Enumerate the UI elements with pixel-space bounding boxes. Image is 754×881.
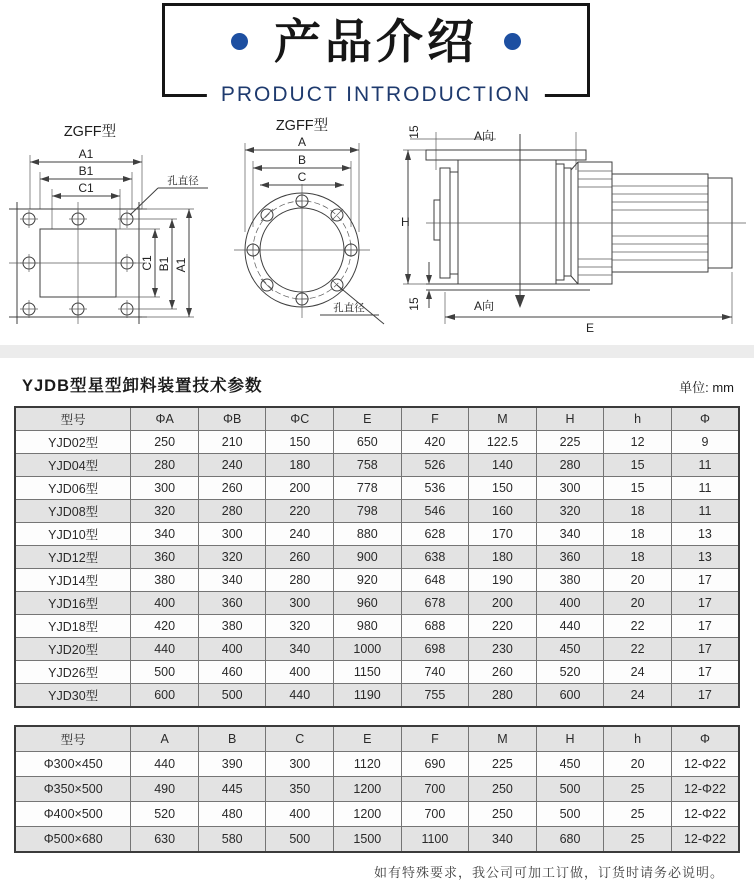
model-cell: YJD20型 <box>15 638 131 661</box>
column-header: A <box>131 726 199 752</box>
table-row <box>15 477 739 500</box>
value-cell: 900 <box>334 546 402 569</box>
table-row <box>15 752 739 777</box>
value-cell: 240 <box>266 523 334 546</box>
value-cell: 500 <box>198 684 266 708</box>
bullet-dot-icon <box>231 33 248 50</box>
table-row <box>15 454 739 477</box>
model-cell: YJD14型 <box>15 569 131 592</box>
model-cell: Φ500×680 <box>15 827 131 853</box>
value-cell: 225 <box>469 752 537 777</box>
value-cell: 420 <box>131 615 199 638</box>
value-cell: 250 <box>469 777 537 802</box>
value-cell: 24 <box>604 661 672 684</box>
value-cell: 250 <box>131 431 199 454</box>
value-cell: 740 <box>401 661 469 684</box>
value-cell: 25 <box>604 777 672 802</box>
value-cell: 440 <box>536 615 604 638</box>
value-cell: 190 <box>469 569 537 592</box>
value-cell: 526 <box>401 454 469 477</box>
column-header: h <box>604 726 672 752</box>
value-cell: 1120 <box>334 752 402 777</box>
value-cell: 260 <box>469 661 537 684</box>
value-cell: 240 <box>198 454 266 477</box>
table-row <box>15 592 739 615</box>
model-cell: YJD10型 <box>15 523 131 546</box>
value-cell: 440 <box>131 638 199 661</box>
value-cell: 460 <box>198 661 266 684</box>
value-cell: 180 <box>266 454 334 477</box>
column-header: Φ <box>671 726 739 752</box>
value-cell: 12-Φ22 <box>671 827 739 853</box>
section-title: YJDB型星型卸料装置技术参数 <box>22 377 263 395</box>
value-cell: 15 <box>604 477 672 500</box>
value-cell: 20 <box>604 569 672 592</box>
value-cell: 230 <box>469 638 537 661</box>
square-flange-drawing <box>2 112 216 345</box>
value-cell: 700 <box>401 802 469 827</box>
value-cell: 210 <box>198 431 266 454</box>
column-header: H <box>536 407 604 431</box>
footer-note: 如有特殊要求，我公司可加工订做，订货时请务必说明。 <box>373 865 724 880</box>
spec-section <box>0 358 754 881</box>
value-cell: 280 <box>131 454 199 477</box>
value-cell: 536 <box>401 477 469 500</box>
value-cell: 18 <box>604 523 672 546</box>
value-cell: 778 <box>334 477 402 500</box>
value-cell: 440 <box>131 752 199 777</box>
table-row <box>15 431 739 454</box>
value-cell: 1200 <box>334 777 402 802</box>
value-cell: 380 <box>198 615 266 638</box>
model-cell: YJD02型 <box>15 431 131 454</box>
value-cell: 220 <box>266 500 334 523</box>
value-cell: 480 <box>198 802 266 827</box>
model-cell: YJD30型 <box>15 684 131 708</box>
table-row <box>15 827 739 853</box>
value-cell: 880 <box>334 523 402 546</box>
section-divider <box>0 345 754 358</box>
table-row <box>15 523 739 546</box>
value-cell: 225 <box>536 431 604 454</box>
value-cell: 340 <box>266 638 334 661</box>
round-flange-drawing <box>216 112 398 345</box>
value-cell: 17 <box>671 684 739 708</box>
column-header: ΦB <box>198 407 266 431</box>
column-header: ΦC <box>266 407 334 431</box>
value-cell: 160 <box>469 500 537 523</box>
value-cell: 628 <box>401 523 469 546</box>
value-cell: 758 <box>334 454 402 477</box>
value-cell: 220 <box>469 615 537 638</box>
value-cell: 1190 <box>334 684 402 708</box>
value-cell: 1200 <box>334 802 402 827</box>
value-cell: 18 <box>604 546 672 569</box>
view-direction-label: A向 <box>473 299 495 313</box>
dim-label: B1 <box>157 256 171 272</box>
value-cell: 250 <box>469 802 537 827</box>
value-cell: 280 <box>469 684 537 708</box>
table-gap <box>14 708 740 725</box>
table-row <box>15 777 739 802</box>
column-header: ΦA <box>131 407 199 431</box>
value-cell: 500 <box>536 777 604 802</box>
value-cell: 12-Φ22 <box>671 752 739 777</box>
value-cell: 360 <box>536 546 604 569</box>
table-row <box>15 615 739 638</box>
value-cell: 600 <box>536 684 604 708</box>
model-cell: YJD08型 <box>15 500 131 523</box>
value-cell: 380 <box>131 569 199 592</box>
drawing-title: ZGFF型 <box>275 118 329 134</box>
value-cell: 20 <box>604 752 672 777</box>
model-cell: YJD18型 <box>15 615 131 638</box>
value-cell: 11 <box>671 500 739 523</box>
offset-dim-label: 15 <box>407 125 421 139</box>
column-header: H <box>536 726 604 752</box>
value-cell: 170 <box>469 523 537 546</box>
value-cell: 450 <box>536 752 604 777</box>
column-header: 型号 <box>15 726 131 752</box>
value-cell: 340 <box>198 569 266 592</box>
value-cell: 122.5 <box>469 431 537 454</box>
column-header: E <box>334 726 402 752</box>
value-cell: 260 <box>198 477 266 500</box>
page-subtitle: PRODUCT INTRODUCTION <box>207 82 545 108</box>
table-row <box>15 802 739 827</box>
dim-label: C1 <box>140 255 154 271</box>
value-cell: 12-Φ22 <box>671 802 739 827</box>
value-cell: 580 <box>198 827 266 853</box>
value-cell: 12 <box>604 431 672 454</box>
model-cell: YJD06型 <box>15 477 131 500</box>
value-cell: 690 <box>401 752 469 777</box>
table-row <box>15 684 739 708</box>
value-cell: 200 <box>266 477 334 500</box>
value-cell: 920 <box>334 569 402 592</box>
value-cell: 9 <box>671 431 739 454</box>
value-cell: 380 <box>536 569 604 592</box>
value-cell: 340 <box>536 523 604 546</box>
value-cell: 17 <box>671 592 739 615</box>
value-cell: 698 <box>401 638 469 661</box>
column-header: 型号 <box>15 407 131 431</box>
value-cell: 300 <box>198 523 266 546</box>
value-cell: 360 <box>131 546 199 569</box>
value-cell: 22 <box>604 638 672 661</box>
value-cell: 320 <box>198 546 266 569</box>
column-header: F <box>401 726 469 752</box>
value-cell: 400 <box>266 802 334 827</box>
side-view-drawing <box>398 112 752 345</box>
value-cell: 25 <box>604 827 672 853</box>
column-header: C <box>266 726 334 752</box>
value-cell: 13 <box>671 546 739 569</box>
table-row <box>15 661 739 684</box>
value-cell: 680 <box>536 827 604 853</box>
value-cell: 300 <box>266 752 334 777</box>
hole-diameter-label: 孔直径 <box>167 175 199 187</box>
view-direction-label: A向 <box>473 129 495 143</box>
value-cell: 24 <box>604 684 672 708</box>
value-cell: 1000 <box>334 638 402 661</box>
dim-label: A1 <box>174 257 188 273</box>
value-cell: 400 <box>266 661 334 684</box>
value-cell: 12-Φ22 <box>671 777 739 802</box>
value-cell: 440 <box>266 684 334 708</box>
value-cell: 450 <box>536 638 604 661</box>
value-cell: 15 <box>604 454 672 477</box>
hole-diameter-label: 孔直径 <box>333 302 365 314</box>
value-cell: 980 <box>334 615 402 638</box>
value-cell: 140 <box>469 454 537 477</box>
value-cell: 798 <box>334 500 402 523</box>
column-header: B <box>198 726 266 752</box>
value-cell: 150 <box>266 431 334 454</box>
dim-label: C <box>297 170 307 184</box>
column-header: E <box>334 407 402 431</box>
value-cell: 445 <box>198 777 266 802</box>
column-header: h <box>604 407 672 431</box>
page-title: 产品介绍 <box>274 15 478 68</box>
value-cell: 300 <box>266 592 334 615</box>
value-cell: 400 <box>131 592 199 615</box>
value-cell: 17 <box>671 638 739 661</box>
value-cell: 350 <box>266 777 334 802</box>
value-cell: 280 <box>198 500 266 523</box>
table-row <box>15 638 739 661</box>
value-cell: 13 <box>671 523 739 546</box>
value-cell: 200 <box>469 592 537 615</box>
page-header <box>0 0 754 112</box>
value-cell: 500 <box>131 661 199 684</box>
technical-drawings <box>0 112 754 345</box>
value-cell: 638 <box>401 546 469 569</box>
bullet-dot-icon <box>504 33 521 50</box>
value-cell: 420 <box>401 431 469 454</box>
header-frame <box>162 3 590 106</box>
model-cell: YJD16型 <box>15 592 131 615</box>
dim-label: B <box>297 153 307 167</box>
value-cell: 600 <box>131 684 199 708</box>
table-row <box>15 500 739 523</box>
spec-table-yjd <box>14 406 740 708</box>
value-cell: 320 <box>131 500 199 523</box>
value-cell: 320 <box>536 500 604 523</box>
value-cell: 546 <box>401 500 469 523</box>
model-cell: YJD26型 <box>15 661 131 684</box>
value-cell: 520 <box>131 802 199 827</box>
value-cell: 280 <box>266 569 334 592</box>
value-cell: 400 <box>536 592 604 615</box>
value-cell: 400 <box>198 638 266 661</box>
value-cell: 340 <box>131 523 199 546</box>
value-cell: 20 <box>604 592 672 615</box>
model-cell: Φ350×500 <box>15 777 131 802</box>
offset-dim-label: 15 <box>407 297 421 311</box>
value-cell: 1100 <box>401 827 469 853</box>
model-cell: YJD04型 <box>15 454 131 477</box>
value-cell: 520 <box>536 661 604 684</box>
height-dim-label: H <box>401 215 410 229</box>
column-header: F <box>401 407 469 431</box>
value-cell: 960 <box>334 592 402 615</box>
value-cell: 1150 <box>334 661 402 684</box>
value-cell: 280 <box>536 454 604 477</box>
model-cell: Φ400×500 <box>15 802 131 827</box>
unit-label: 单位: mm <box>679 380 734 395</box>
spec-table-phi <box>14 725 740 853</box>
value-cell: 630 <box>131 827 199 853</box>
dim-label: C1 <box>78 181 94 195</box>
dim-label: A1 <box>78 147 94 161</box>
value-cell: 340 <box>469 827 537 853</box>
value-cell: 17 <box>671 661 739 684</box>
value-cell: 11 <box>671 477 739 500</box>
value-cell: 1500 <box>334 827 402 853</box>
model-cell: Φ300×450 <box>15 752 131 777</box>
value-cell: 17 <box>671 569 739 592</box>
value-cell: 25 <box>604 802 672 827</box>
value-cell: 180 <box>469 546 537 569</box>
value-cell: 320 <box>266 615 334 638</box>
column-header: M <box>469 726 537 752</box>
value-cell: 648 <box>401 569 469 592</box>
value-cell: 490 <box>131 777 199 802</box>
value-cell: 360 <box>198 592 266 615</box>
value-cell: 300 <box>536 477 604 500</box>
table-row <box>15 546 739 569</box>
value-cell: 700 <box>401 777 469 802</box>
table-row <box>15 569 739 592</box>
value-cell: 18 <box>604 500 672 523</box>
column-header: M <box>469 407 537 431</box>
value-cell: 260 <box>266 546 334 569</box>
value-cell: 390 <box>198 752 266 777</box>
value-cell: 500 <box>536 802 604 827</box>
value-cell: 650 <box>334 431 402 454</box>
dim-label: A <box>297 135 307 149</box>
column-header: Φ <box>671 407 739 431</box>
value-cell: 500 <box>266 827 334 853</box>
value-cell: 678 <box>401 592 469 615</box>
length-dim-label: E <box>585 321 595 335</box>
value-cell: 17 <box>671 615 739 638</box>
value-cell: 22 <box>604 615 672 638</box>
value-cell: 150 <box>469 477 537 500</box>
table-header-row <box>15 407 739 431</box>
value-cell: 755 <box>401 684 469 708</box>
model-cell: YJD12型 <box>15 546 131 569</box>
dim-label: B1 <box>78 164 94 178</box>
value-cell: 11 <box>671 454 739 477</box>
drawing-title: ZGFF型 <box>63 124 117 140</box>
value-cell: 688 <box>401 615 469 638</box>
value-cell: 300 <box>131 477 199 500</box>
table-header-row <box>15 726 739 752</box>
